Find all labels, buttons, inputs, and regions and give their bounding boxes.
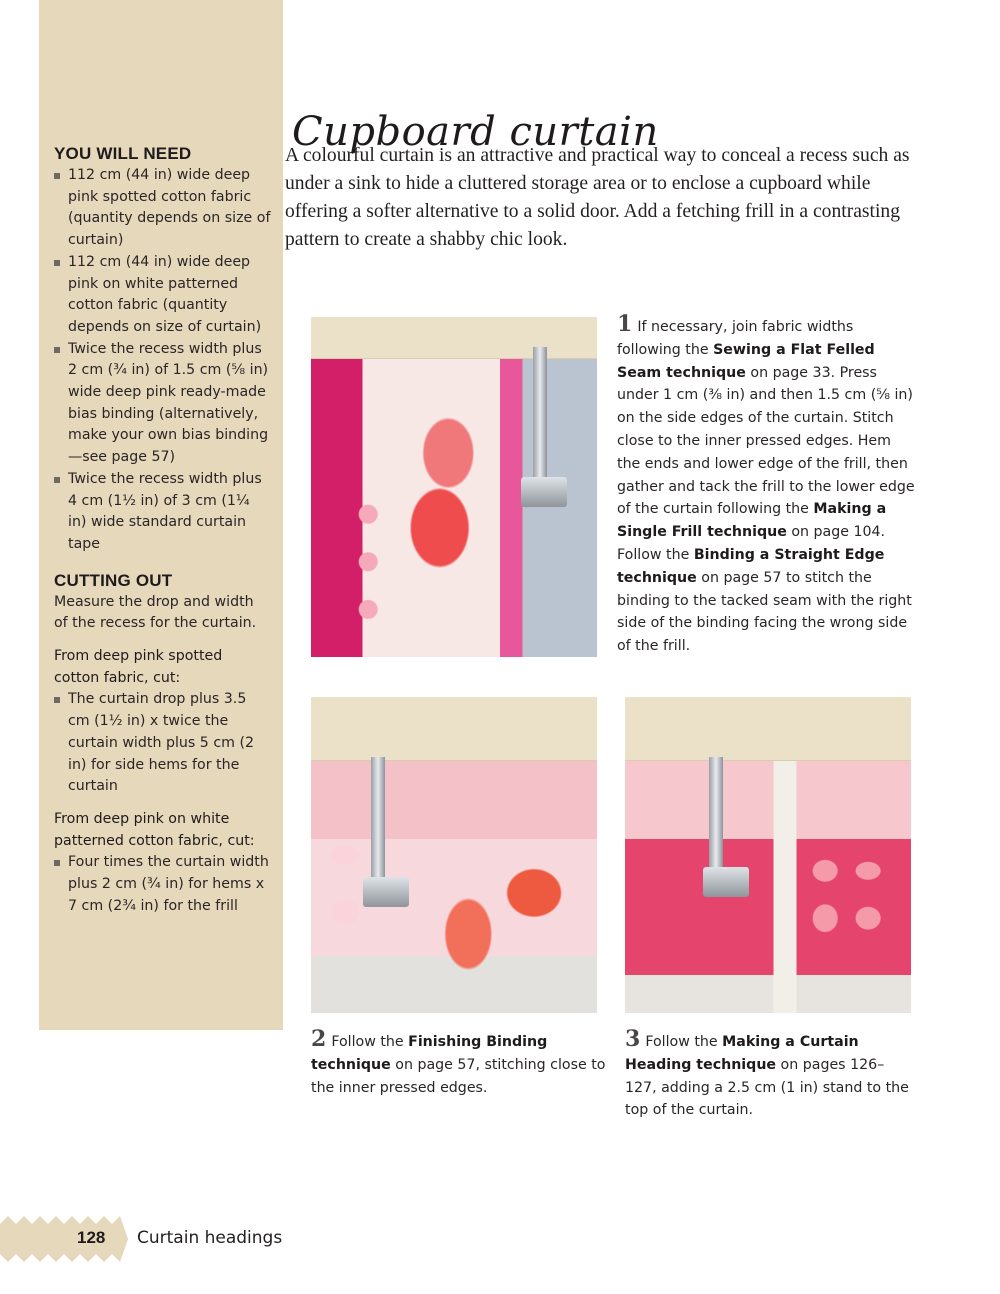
- sewing-machine-arm: [311, 697, 597, 761]
- step-text: on page 57, stitching close to the inner pressed edges.: [311, 1056, 606, 1096]
- cutting-item: The curtain drop plus 3.5 cm (1½ in) x twice the curtain width plus 5 cm (2 in) for side hems for the curtain: [54, 689, 271, 798]
- square-bullet-icon: [54, 260, 60, 266]
- cutting-group-label: From deep pink on white patterned cotton fabric, cut:: [54, 810, 255, 849]
- square-bullet-icon: [54, 173, 60, 179]
- step-body: [311, 1034, 605, 1096]
- technique-reference: Sewing a Flat Felled Seam technique: [617, 341, 875, 381]
- step-number: 3: [625, 1026, 641, 1052]
- technique-reference: Making a Single Frill technique: [617, 501, 887, 541]
- step-text: Follow the: [331, 1034, 409, 1050]
- step-body: [617, 319, 915, 654]
- square-bullet-icon: [54, 347, 60, 353]
- cutting-out-intro: Measure the drop and width of the recess for the curtain.: [54, 593, 257, 632]
- section-name: Curtain headings: [137, 1228, 283, 1248]
- materials-sidebar: [39, 0, 283, 1030]
- cutting-group-label: From deep pink spotted cotton fabric, cut:: [54, 648, 223, 686]
- presser-foot: [703, 867, 749, 897]
- cutting-list: [54, 852, 271, 917]
- step-text: on page 57 to stitch the binding to the tacked seam with the right side of the binding facing the wrong side of the frill.: [617, 569, 912, 655]
- materials-item: Twice the recess width plus 2 cm (¾ in) of 1.5 cm (⅝ in) wide deep pink ready-made bias binding (alternatively, make your own bias binding—see page 57): [54, 339, 271, 469]
- step-number: 1: [617, 311, 633, 337]
- step-text: on page 33. Press under 1 cm (⅜ in) and then 1.5 cm (⅝ in) on the side edges of the curtain. Stitch close to the inner pressed edges. Hem the ends and lower edge of the frill, then gather and tack the frill to the lower edge of the curtain following the: [617, 364, 915, 518]
- step-number: 2: [311, 1026, 327, 1052]
- materials-item: 112 cm (44 in) wide deep pink on white patterned cotton fabric (quantity depends on size of curtain): [54, 252, 271, 339]
- needle-bar: [371, 757, 385, 877]
- intro-paragraph: A colourful curtain is an attractive and practical way to conceal a recess such as under a sink to hide a cluttered storage area or to enclose a cupboard while offering a softer alternative to a solid door. Add a fetching frill in a contrasting pattern to create a shabby chic look.: [285, 145, 910, 250]
- you-will-need-heading: YOU WILL NEED: [54, 144, 192, 163]
- presser-foot: [521, 477, 567, 507]
- technique-reference: Binding a Straight Edge technique: [617, 546, 885, 586]
- sewing-machine-arm: [625, 697, 911, 761]
- needle-bar: [533, 347, 547, 477]
- step-text: Follow the: [645, 1034, 723, 1050]
- step-2-photo: [311, 697, 597, 1013]
- materials-list: [54, 165, 271, 556]
- square-bullet-icon: [54, 860, 60, 866]
- square-bullet-icon: [54, 697, 60, 703]
- materials-item: Twice the recess width plus 4 cm (1½ in) of 3 cm (1¼ in) wide standard curtain tape: [54, 469, 271, 556]
- page-number: 128: [77, 1228, 106, 1247]
- technique-reference: Finishing Binding technique: [311, 1034, 548, 1073]
- sewing-machine-arm: [311, 317, 597, 359]
- step-3-text: [625, 1028, 915, 1122]
- zigzag-tab-icon: [0, 1216, 128, 1262]
- materials-item: 112 cm (44 in) wide deep pink spotted cotton fabric (quantity depends on size of curtain): [54, 165, 271, 252]
- step-1-text: [617, 313, 917, 658]
- cutting-out-heading: CUTTING OUT: [54, 570, 173, 590]
- presser-foot: [363, 877, 409, 907]
- square-bullet-icon: [54, 477, 60, 483]
- step-1-photo: [311, 317, 597, 657]
- technique-reference: Making a Curtain Heading technique: [625, 1034, 859, 1073]
- cutting-list: [54, 689, 271, 798]
- needle-bar: [709, 757, 723, 867]
- step-text: on page 104. Follow the: [617, 524, 886, 563]
- step-text: on pages 126–127, adding a 2.5 cm (1 in) stand to the top of the curtain.: [625, 1056, 909, 1119]
- page-title: Cupboard curtain: [292, 108, 659, 155]
- step-3-photo: [625, 697, 911, 1013]
- step-body: [625, 1034, 909, 1118]
- cutting-item: Four times the curtain width plus 2 cm (¾ in) for hems x 7 cm (2¾ in) for the frill: [54, 852, 271, 917]
- step-2-text: [311, 1028, 611, 1099]
- step-text: If necessary, join fabric widths following the: [617, 319, 854, 358]
- page-footer: [0, 1216, 400, 1262]
